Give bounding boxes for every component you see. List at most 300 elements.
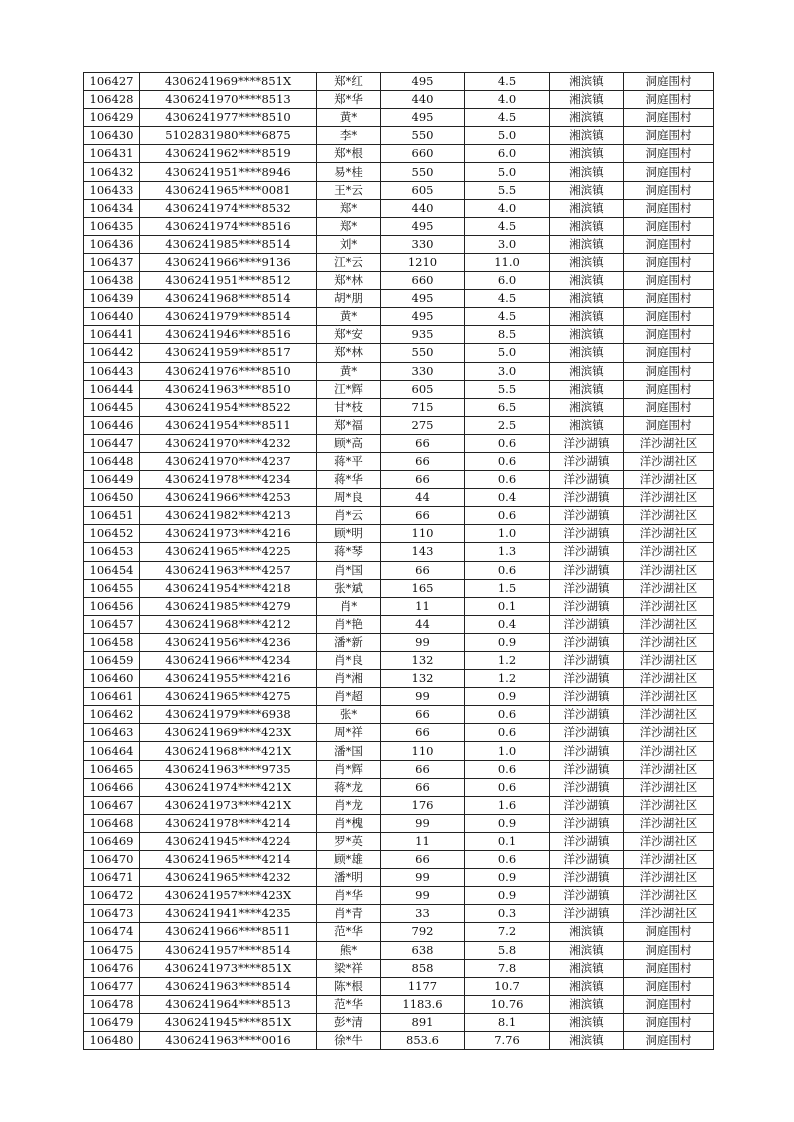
cell-area: 66 <box>381 778 465 796</box>
table-row <box>84 796 714 814</box>
cell-name: 张* <box>317 706 381 724</box>
cell-village: 洞庭围村 <box>624 398 714 416</box>
cell-id: 106448 <box>84 452 140 470</box>
table-row <box>84 941 714 959</box>
cell-town: 湘滨镇 <box>550 308 624 326</box>
cell-amount: 5.0 <box>465 344 550 362</box>
cell-amount: 1.2 <box>465 652 550 670</box>
cell-id: 106469 <box>84 832 140 850</box>
cell-id: 106480 <box>84 1031 140 1049</box>
cell-town: 湘滨镇 <box>550 91 624 109</box>
cell-area: 143 <box>381 543 465 561</box>
cell-village: 洞庭围村 <box>624 163 714 181</box>
cell-amount: 7.76 <box>465 1031 550 1049</box>
cell-village: 洋沙湖社区 <box>624 507 714 525</box>
cell-name: 肖*良 <box>317 652 381 670</box>
cell-id-card: 4306241963****8510 <box>140 380 317 398</box>
cell-area: 110 <box>381 742 465 760</box>
cell-id: 106473 <box>84 905 140 923</box>
cell-name: 顾*高 <box>317 434 381 452</box>
cell-town: 湘滨镇 <box>550 344 624 362</box>
cell-name: 熊* <box>317 941 381 959</box>
cell-id-card: 4306241973****851X <box>140 959 317 977</box>
table-row <box>84 253 714 271</box>
cell-name: 王*云 <box>317 181 381 199</box>
cell-id-card: 4306241946****8516 <box>140 326 317 344</box>
cell-area: 99 <box>381 869 465 887</box>
cell-id: 106450 <box>84 489 140 507</box>
cell-id: 106444 <box>84 380 140 398</box>
cell-town: 湘滨镇 <box>550 290 624 308</box>
cell-town: 洋沙湖镇 <box>550 543 624 561</box>
cell-id: 106451 <box>84 507 140 525</box>
cell-area: 715 <box>381 398 465 416</box>
cell-id: 106431 <box>84 145 140 163</box>
cell-area: 605 <box>381 380 465 398</box>
cell-area: 495 <box>381 73 465 91</box>
cell-amount: 1.0 <box>465 742 550 760</box>
cell-id-card: 4306241954****8511 <box>140 416 317 434</box>
table-row <box>84 814 714 832</box>
cell-town: 湘滨镇 <box>550 1013 624 1031</box>
cell-id-card: 4306241963****8514 <box>140 977 317 995</box>
cell-amount: 0.9 <box>465 887 550 905</box>
cell-village: 洞庭围村 <box>624 91 714 109</box>
cell-area: 858 <box>381 959 465 977</box>
cell-name: 罗*英 <box>317 832 381 850</box>
cell-id: 106427 <box>84 73 140 91</box>
cell-amount: 0.4 <box>465 489 550 507</box>
table-row <box>84 290 714 308</box>
cell-amount: 0.6 <box>465 851 550 869</box>
cell-id: 106467 <box>84 796 140 814</box>
cell-id-card: 4306241979****6938 <box>140 706 317 724</box>
cell-name: 郑*林 <box>317 344 381 362</box>
table-row <box>84 163 714 181</box>
cell-name: 蒋*龙 <box>317 778 381 796</box>
cell-id-card: 4306241966****8511 <box>140 923 317 941</box>
cell-id: 106457 <box>84 615 140 633</box>
cell-area: 853.6 <box>381 1031 465 1049</box>
cell-name: 肖*艳 <box>317 615 381 633</box>
cell-amount: 5.8 <box>465 941 550 959</box>
cell-id: 106459 <box>84 652 140 670</box>
cell-amount: 1.0 <box>465 525 550 543</box>
cell-name: 郑*根 <box>317 145 381 163</box>
cell-name: 范*华 <box>317 995 381 1013</box>
cell-id: 106461 <box>84 688 140 706</box>
cell-village: 洋沙湖社区 <box>624 869 714 887</box>
cell-area: 99 <box>381 887 465 905</box>
cell-id: 106470 <box>84 851 140 869</box>
cell-id: 106477 <box>84 977 140 995</box>
table-row <box>84 507 714 525</box>
cell-id-card: 4306241982****4213 <box>140 507 317 525</box>
cell-village: 洞庭围村 <box>624 235 714 253</box>
cell-id-card: 4306241969****851X <box>140 73 317 91</box>
table-row <box>84 217 714 235</box>
cell-village: 洞庭围村 <box>624 959 714 977</box>
cell-town: 湘滨镇 <box>550 941 624 959</box>
table-row <box>84 1031 714 1049</box>
cell-name: 胡*朋 <box>317 290 381 308</box>
table-row <box>84 145 714 163</box>
cell-area: 660 <box>381 145 465 163</box>
cell-town: 湘滨镇 <box>550 959 624 977</box>
cell-amount: 1.5 <box>465 579 550 597</box>
cell-amount: 7.2 <box>465 923 550 941</box>
cell-area: 33 <box>381 905 465 923</box>
cell-id: 106452 <box>84 525 140 543</box>
cell-id-card: 4306241970****8513 <box>140 91 317 109</box>
cell-area: 1183.6 <box>381 995 465 1013</box>
cell-amount: 4.5 <box>465 308 550 326</box>
cell-id-card: 4306241957****8514 <box>140 941 317 959</box>
cell-name: 肖* <box>317 597 381 615</box>
table-row <box>84 561 714 579</box>
cell-village: 洞庭围村 <box>624 416 714 434</box>
cell-id: 106454 <box>84 561 140 579</box>
cell-town: 湘滨镇 <box>550 235 624 253</box>
cell-id: 106437 <box>84 253 140 271</box>
cell-name: 肖*云 <box>317 507 381 525</box>
cell-id-card: 4306241985****4279 <box>140 597 317 615</box>
table-row <box>84 308 714 326</box>
cell-id-card: 4306241970****4237 <box>140 452 317 470</box>
cell-town: 洋沙湖镇 <box>550 851 624 869</box>
cell-town: 洋沙湖镇 <box>550 452 624 470</box>
cell-area: 99 <box>381 688 465 706</box>
cell-village: 洞庭围村 <box>624 253 714 271</box>
cell-area: 495 <box>381 217 465 235</box>
table-row <box>84 380 714 398</box>
cell-id: 106428 <box>84 91 140 109</box>
cell-id-card: 4306241985****8514 <box>140 235 317 253</box>
cell-id: 106440 <box>84 308 140 326</box>
table-row <box>84 887 714 905</box>
cell-name: 肖*国 <box>317 561 381 579</box>
cell-town: 湘滨镇 <box>550 145 624 163</box>
table-row <box>84 670 714 688</box>
cell-town: 洋沙湖镇 <box>550 615 624 633</box>
cell-village: 洋沙湖社区 <box>624 543 714 561</box>
cell-town: 洋沙湖镇 <box>550 489 624 507</box>
cell-area: 176 <box>381 796 465 814</box>
cell-area: 550 <box>381 163 465 181</box>
cell-town: 湘滨镇 <box>550 923 624 941</box>
cell-id: 106432 <box>84 163 140 181</box>
table-row <box>84 326 714 344</box>
table-row <box>84 471 714 489</box>
cell-name: 易*桂 <box>317 163 381 181</box>
cell-town: 洋沙湖镇 <box>550 706 624 724</box>
cell-name: 蒋*琴 <box>317 543 381 561</box>
cell-id-card: 4306241941****4235 <box>140 905 317 923</box>
table-row <box>84 199 714 217</box>
cell-village: 洞庭围村 <box>624 181 714 199</box>
cell-amount: 0.6 <box>465 507 550 525</box>
table-row <box>84 344 714 362</box>
cell-town: 洋沙湖镇 <box>550 724 624 742</box>
table-row <box>84 73 714 91</box>
cell-village: 洞庭围村 <box>624 362 714 380</box>
table-row <box>84 706 714 724</box>
cell-town: 洋沙湖镇 <box>550 507 624 525</box>
cell-name: 肖*湘 <box>317 670 381 688</box>
cell-name: 肖*槐 <box>317 814 381 832</box>
cell-area: 550 <box>381 344 465 362</box>
cell-village: 洞庭围村 <box>624 127 714 145</box>
cell-area: 1210 <box>381 253 465 271</box>
cell-village: 洋沙湖社区 <box>624 561 714 579</box>
cell-id-card: 4306241974****421X <box>140 778 317 796</box>
table-row <box>84 416 714 434</box>
cell-town: 湘滨镇 <box>550 109 624 127</box>
cell-id-card: 4306241966****9136 <box>140 253 317 271</box>
cell-name: 郑*华 <box>317 91 381 109</box>
cell-town: 洋沙湖镇 <box>550 887 624 905</box>
cell-town: 洋沙湖镇 <box>550 814 624 832</box>
cell-name: 郑*红 <box>317 73 381 91</box>
cell-area: 66 <box>381 561 465 579</box>
cell-name: 彭*清 <box>317 1013 381 1031</box>
cell-name: 黄* <box>317 109 381 127</box>
cell-id-card: 4306241962****8519 <box>140 145 317 163</box>
table-row <box>84 91 714 109</box>
cell-amount: 10.7 <box>465 977 550 995</box>
cell-id-card: 4306241968****421X <box>140 742 317 760</box>
cell-id-card: 4306241964****8513 <box>140 995 317 1013</box>
cell-village: 洋沙湖社区 <box>624 887 714 905</box>
cell-id-card: 4306241977****8510 <box>140 109 317 127</box>
cell-id-card: 4306241965****4275 <box>140 688 317 706</box>
cell-amount: 5.5 <box>465 380 550 398</box>
cell-village: 洋沙湖社区 <box>624 597 714 615</box>
table-row <box>84 652 714 670</box>
cell-id-card: 4306241965****4232 <box>140 869 317 887</box>
cell-amount: 0.9 <box>465 688 550 706</box>
table-row <box>84 778 714 796</box>
cell-id-card: 4306241966****4253 <box>140 489 317 507</box>
cell-id-card: 4306241965****0081 <box>140 181 317 199</box>
cell-area: 792 <box>381 923 465 941</box>
cell-id: 106447 <box>84 434 140 452</box>
cell-town: 洋沙湖镇 <box>550 434 624 452</box>
cell-amount: 10.76 <box>465 995 550 1013</box>
cell-name: 顾*明 <box>317 525 381 543</box>
cell-town: 湘滨镇 <box>550 362 624 380</box>
cell-id: 106456 <box>84 597 140 615</box>
cell-name: 范*华 <box>317 923 381 941</box>
cell-town: 湘滨镇 <box>550 217 624 235</box>
cell-town: 洋沙湖镇 <box>550 652 624 670</box>
cell-name: 李* <box>317 127 381 145</box>
cell-area: 66 <box>381 434 465 452</box>
cell-town: 洋沙湖镇 <box>550 561 624 579</box>
table-row <box>84 181 714 199</box>
cell-area: 275 <box>381 416 465 434</box>
cell-id: 106468 <box>84 814 140 832</box>
cell-village: 洞庭围村 <box>624 109 714 127</box>
cell-village: 洋沙湖社区 <box>624 633 714 651</box>
cell-village: 洞庭围村 <box>624 145 714 163</box>
cell-village: 洞庭围村 <box>624 290 714 308</box>
cell-village: 洋沙湖社区 <box>624 525 714 543</box>
cell-village: 洞庭围村 <box>624 1013 714 1031</box>
cell-village: 洋沙湖社区 <box>624 760 714 778</box>
cell-name: 潘*新 <box>317 633 381 651</box>
cell-id-card: 4306241963****9735 <box>140 760 317 778</box>
cell-village: 洋沙湖社区 <box>624 471 714 489</box>
cell-name: 郑*安 <box>317 326 381 344</box>
cell-town: 湘滨镇 <box>550 326 624 344</box>
cell-town: 洋沙湖镇 <box>550 670 624 688</box>
cell-area: 11 <box>381 832 465 850</box>
cell-town: 洋沙湖镇 <box>550 796 624 814</box>
cell-id: 106441 <box>84 326 140 344</box>
cell-amount: 3.0 <box>465 362 550 380</box>
cell-amount: 4.5 <box>465 217 550 235</box>
cell-town: 湘滨镇 <box>550 253 624 271</box>
cell-town: 湘滨镇 <box>550 199 624 217</box>
cell-village: 洞庭围村 <box>624 308 714 326</box>
cell-area: 66 <box>381 760 465 778</box>
cell-village: 洞庭围村 <box>624 1031 714 1049</box>
cell-village: 洞庭围村 <box>624 199 714 217</box>
cell-area: 638 <box>381 941 465 959</box>
cell-amount: 8.1 <box>465 1013 550 1031</box>
cell-amount: 5.0 <box>465 163 550 181</box>
cell-id: 106476 <box>84 959 140 977</box>
cell-id-card: 4306241965****4225 <box>140 543 317 561</box>
cell-amount: 8.5 <box>465 326 550 344</box>
records-table <box>83 72 714 1050</box>
cell-area: 1177 <box>381 977 465 995</box>
table-row <box>84 543 714 561</box>
cell-id: 106443 <box>84 362 140 380</box>
cell-id-card: 4306241951****8946 <box>140 163 317 181</box>
cell-id-card: 4306241969****423X <box>140 724 317 742</box>
cell-village: 洋沙湖社区 <box>624 706 714 724</box>
cell-id: 106445 <box>84 398 140 416</box>
cell-id-card: 4306241945****4224 <box>140 832 317 850</box>
cell-amount: 5.5 <box>465 181 550 199</box>
cell-area: 660 <box>381 272 465 290</box>
cell-village: 洋沙湖社区 <box>624 652 714 670</box>
cell-id-card: 4306241956****4236 <box>140 633 317 651</box>
cell-id-card: 4306241959****8517 <box>140 344 317 362</box>
table-row <box>84 633 714 651</box>
cell-amount: 4.5 <box>465 109 550 127</box>
cell-town: 洋沙湖镇 <box>550 471 624 489</box>
cell-village: 洋沙湖社区 <box>624 796 714 814</box>
table-row <box>84 688 714 706</box>
cell-area: 66 <box>381 507 465 525</box>
cell-village: 洋沙湖社区 <box>624 670 714 688</box>
cell-area: 440 <box>381 91 465 109</box>
cell-name: 江*云 <box>317 253 381 271</box>
cell-name: 肖*龙 <box>317 796 381 814</box>
cell-id-card: 4306241955****4216 <box>140 670 317 688</box>
cell-amount: 0.9 <box>465 633 550 651</box>
table-row <box>84 362 714 380</box>
table-row <box>84 760 714 778</box>
cell-village: 洞庭围村 <box>624 923 714 941</box>
table-row <box>84 109 714 127</box>
table-row <box>84 1013 714 1031</box>
cell-name: 潘*国 <box>317 742 381 760</box>
table-row <box>84 923 714 941</box>
cell-amount: 7.8 <box>465 959 550 977</box>
cell-town: 湘滨镇 <box>550 995 624 1013</box>
cell-area: 44 <box>381 489 465 507</box>
cell-area: 99 <box>381 814 465 832</box>
cell-id: 106460 <box>84 670 140 688</box>
cell-amount: 4.0 <box>465 199 550 217</box>
cell-town: 洋沙湖镇 <box>550 742 624 760</box>
cell-amount: 0.6 <box>465 724 550 742</box>
cell-area: 935 <box>381 326 465 344</box>
cell-id: 106474 <box>84 923 140 941</box>
table-row <box>84 832 714 850</box>
cell-id: 106462 <box>84 706 140 724</box>
table-row <box>84 489 714 507</box>
cell-id: 106438 <box>84 272 140 290</box>
cell-name: 潘*明 <box>317 869 381 887</box>
cell-town: 湘滨镇 <box>550 127 624 145</box>
cell-amount: 1.3 <box>465 543 550 561</box>
cell-id: 106446 <box>84 416 140 434</box>
cell-village: 洞庭围村 <box>624 995 714 1013</box>
table-row <box>84 272 714 290</box>
cell-amount: 6.0 <box>465 272 550 290</box>
cell-amount: 5.0 <box>465 127 550 145</box>
table-row <box>84 869 714 887</box>
cell-village: 洞庭围村 <box>624 380 714 398</box>
table-row <box>84 742 714 760</box>
cell-id-card: 4306241978****4234 <box>140 471 317 489</box>
cell-id-card: 4306241973****4216 <box>140 525 317 543</box>
cell-id: 106442 <box>84 344 140 362</box>
cell-village: 洋沙湖社区 <box>624 579 714 597</box>
cell-town: 洋沙湖镇 <box>550 525 624 543</box>
cell-town: 湘滨镇 <box>550 73 624 91</box>
cell-village: 洞庭围村 <box>624 941 714 959</box>
cell-town: 洋沙湖镇 <box>550 688 624 706</box>
table-row <box>84 127 714 145</box>
cell-id-card: 4306241968****4212 <box>140 615 317 633</box>
cell-area: 66 <box>381 452 465 470</box>
cell-id-card: 4306241968****8514 <box>140 290 317 308</box>
cell-id: 106479 <box>84 1013 140 1031</box>
cell-id-card: 4306241957****423X <box>140 887 317 905</box>
cell-area: 330 <box>381 235 465 253</box>
cell-amount: 1.2 <box>465 670 550 688</box>
cell-amount: 1.6 <box>465 796 550 814</box>
cell-town: 湘滨镇 <box>550 380 624 398</box>
cell-town: 洋沙湖镇 <box>550 905 624 923</box>
table-row <box>84 398 714 416</box>
cell-id: 106464 <box>84 742 140 760</box>
cell-village: 洞庭围村 <box>624 344 714 362</box>
table-row <box>84 977 714 995</box>
cell-area: 605 <box>381 181 465 199</box>
table-row <box>84 615 714 633</box>
cell-name: 肖*青 <box>317 905 381 923</box>
cell-area: 165 <box>381 579 465 597</box>
table-row <box>84 579 714 597</box>
cell-name: 郑* <box>317 199 381 217</box>
